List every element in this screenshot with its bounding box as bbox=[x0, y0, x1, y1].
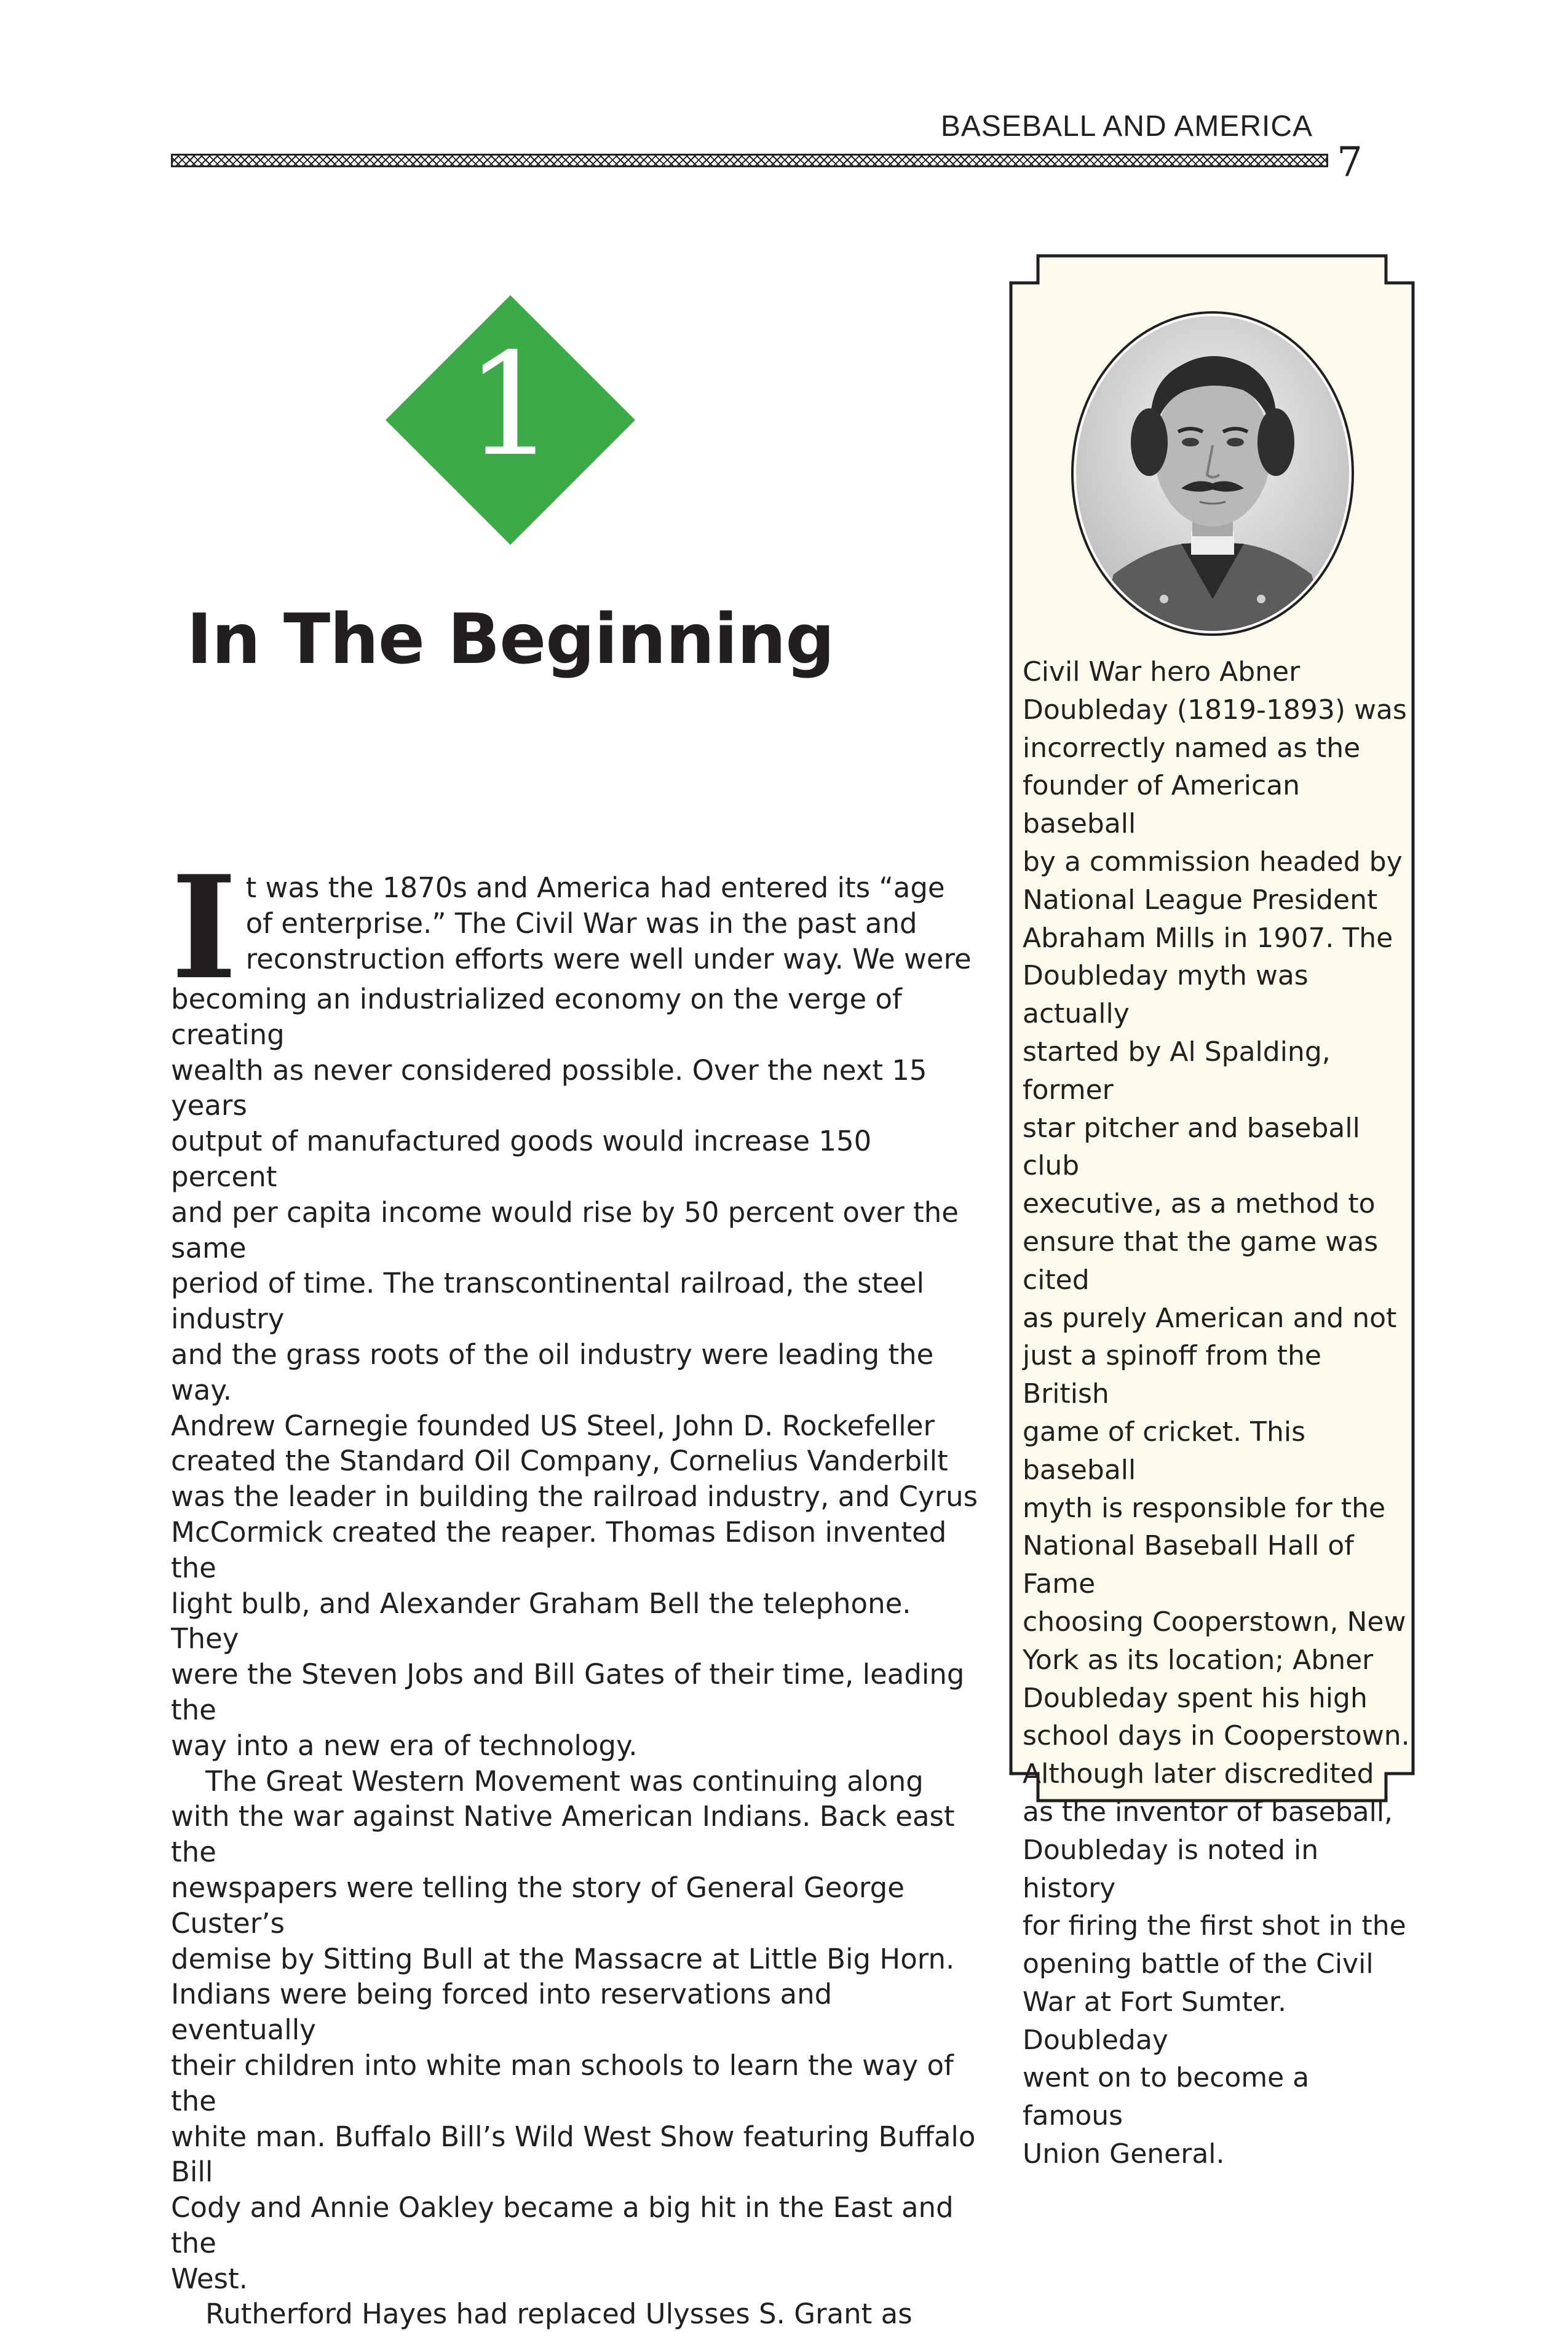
paragraph-1-lead: t was the 1870s and America had entered its “age of enterprise.” The Civil War was in the past and reconstruction efforts were well under way. We were bbox=[245, 871, 972, 975]
body-text bbox=[171, 845, 986, 2332]
chapter-number: 1 bbox=[465, 323, 556, 488]
sidebar-caption: Civil War hero Abner Doubleday (1819-1893) was incorrectly named as the founder of American baseball by a commission headed by National League President Abraham Mills in 1907. The Doubleday myth was actually started by Al Spalding, former star pitcher and baseball club executive, as a method to ensure that the game was cited as purely American and not just a spinoff from the British game of cricket. This baseball myth is responsible for the National Baseball Hall of Fame choosing Cooperstown, New York as its location; Abner Doubleday spent his high school days in Cooperstown. Although later discredited as the inventor of baseball, Doubleday is noted in history for firing the first shot in the opening battle of the Civil War at Fort Sumter. Doubleday went on to become a famous Union General. bbox=[1023, 656, 1410, 2170]
paragraph-1: becoming an industrialized economy on the verge of creating wealth as never considered possible. Over the next 15 years output of manufactured goods would increase 150 percent and per capita income would rise by 50 percent over the same period of time. The transcontinental railroad, the steel industry and the grass roots of the oil industry were leading the way. Andrew Carnegie founded US Steel, John D. Rockefeller created the Standard Oil Company, Cornelius Vanderbilt was the leader in building the railroad industry, and Cyrus McCormick created the reaper. Thomas Edison invented the light bulb, and Alexander Graham Bell the telephone. They were the Steven Jobs and Bill Gates of their time, leading the way into a new era of technology. bbox=[171, 983, 978, 1762]
paragraph-2-lead: The Great Western Movement was continuing along bbox=[205, 1764, 924, 1798]
paragraph-3-lead: Rutherford Hayes had replaced Ulysses S. Grant as bbox=[205, 2298, 913, 2331]
portrait-photo bbox=[1071, 310, 1355, 637]
chapter-title: In The Beginning bbox=[186, 600, 834, 680]
paragraph-2: with the war against Native American Indians. Back east the newspapers were telling the story of General George Custer’s demise by Sitting Bull at the Massacre at Little Big Horn. Indians were being forced into reservations and eventually their children into white man schools to learn the way of the white man. Buffalo Bill’s Wild West Show featuring Buffalo Bill Cody and Annie Oakley became a big hit in the East and the West. bbox=[171, 1800, 976, 2295]
drop-cap: I bbox=[171, 845, 237, 1011]
page-number: 7 bbox=[1337, 138, 1363, 186]
decorative-rule bbox=[171, 154, 1328, 167]
sidebar-box bbox=[1006, 253, 1418, 2170]
running-header-title: BASEBALL AND AMERICA bbox=[940, 110, 1313, 143]
